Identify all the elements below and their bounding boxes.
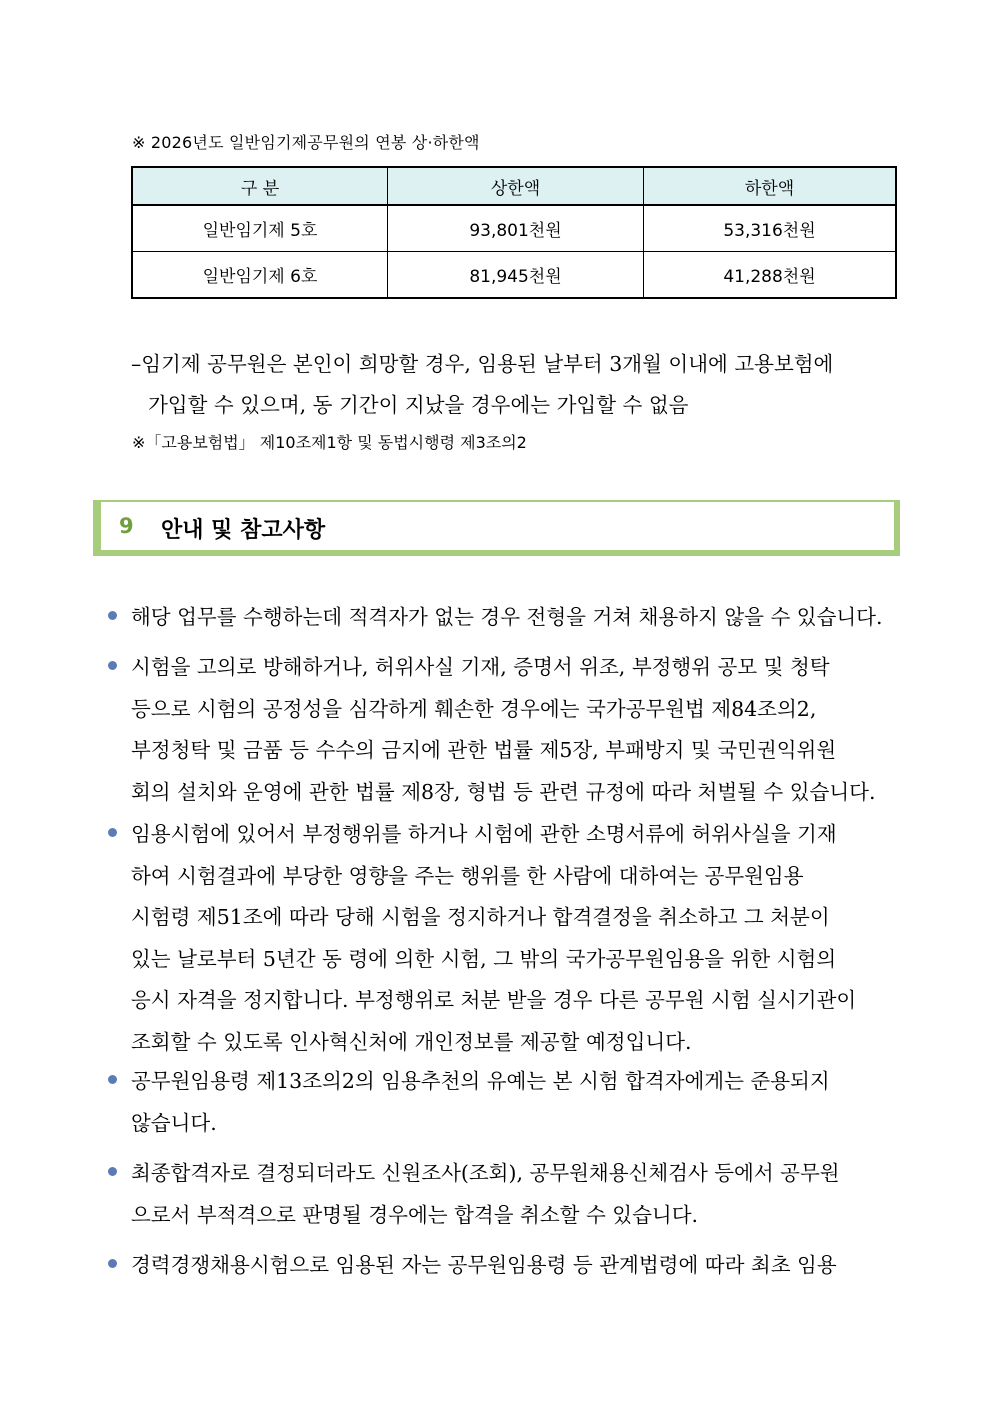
salary-caption: ※ 2026년도 일반임기제공무원의 연봉 상·하한액 [132,133,480,152]
table-header-lower-limit: 하한액 [644,167,897,205]
bullet-line: 경력경쟁채용시험으로 임용된 자는 공무원임용령 등 관계법령에 따라 최초 임용 [131,1253,837,1277]
table-cell-upper: 81,945천원 [388,252,644,299]
table-row [132,252,896,299]
bullet-line: 시험령 제51조에 따라 당해 시험을 정지하거나 합격결정을 취소하고 그 처분이 [131,905,830,929]
salary-table [131,166,897,299]
bullet-line: 부정청탁 및 금품 등 수수의 금지에 관한 법률 제5장, 부패방지 및 국민권익위원 [131,738,837,762]
section-title: 안내 및 참고사항 [161,518,326,543]
insurance-line: –임기제 공무원은 본인이 희망할 경우, 임용된 날부터 3개월 이내에 고용보험에 [131,352,834,376]
bullet-line: 조회할 수 있도록 인사혁신처에 개인정보를 제공할 예정입니다. [131,1029,692,1054]
bullet-line: 으로서 부적격으로 판명될 경우에는 합격을 취소할 수 있습니다. [131,1202,699,1227]
bullet-line: 않습니다. [131,1110,217,1135]
table-row [132,205,896,252]
bullet-line: 응시 자격을 정지합니다. 부정행위로 처분 받을 경우 다른 공무원 시험 실시기관이 [131,988,857,1012]
bullet-line: 하여 시험결과에 부당한 영향을 주는 행위를 한 사람에 대하여는 공무원임용 [131,863,804,888]
bullet-line: 회의 설치와 운영에 관한 법률 제8장, 형법 등 관련 규정에 따라 처벌될 수 있습니다. [131,779,876,804]
table-header-row [132,167,896,205]
bullet-line: 임용시험에 있어서 부정행위를 하거나 시험에 관한 소명서류에 허위사실을 기재 [131,822,837,846]
table-cell-grade: 일반임기제 5호 [132,205,388,252]
bullet-dot-icon [108,1259,117,1268]
section-header-accent-bar [95,502,101,550]
bullet-dot-icon [108,661,117,670]
bullet-line: 시험을 고의로 방해하거나, 허위사실 기재, 증명서 위조, 부정행위 공모 및 청탁 [131,655,830,679]
bullet-line: 있는 날로부터 5년간 동 령에 의한 시험, 그 밖의 국가공무원임용을 위한 시험의 [131,946,837,971]
bullet-line: 등으로 시험의 공정성을 심각하게 훼손한 경우에는 국가공무원법 제84조의2, [131,696,817,721]
section-number: 9 [119,514,134,538]
insurance-line: 가입할 수 있으며, 동 기간이 지났을 경우에는 가입할 수 없음 [148,393,689,417]
table-header-upper-limit: 상한액 [388,167,644,205]
table-cell-lower: 41,288천원 [644,252,897,299]
section-header [93,500,900,556]
table-header-category: 구 분 [132,167,388,205]
bullet-dot-icon [108,611,117,620]
table-cell-grade: 일반임기제 6호 [132,252,388,299]
bullet-dot-icon [108,828,117,837]
legal-note: ※「고용보험법」 제10조제1항 및 동법시행령 제3조의2 [132,433,527,452]
bullet-line: 해당 업무를 수행하는데 적격자가 없는 경우 전형을 거쳐 채용하지 않을 수 있습니다. [131,605,883,629]
bullet-dot-icon [108,1075,117,1084]
bullet-line: 최종합격자로 결정되더라도 신원조사(조회), 공무원채용신체검사 등에서 공무원 [131,1161,840,1185]
bullet-dot-icon [108,1167,117,1176]
table-cell-upper: 93,801천원 [388,205,644,252]
bullet-line: 공무원임용령 제13조의2의 임용추천의 유예는 본 시험 합격자에게는 준용되지 [131,1069,830,1093]
table-cell-lower: 53,316천원 [644,205,897,252]
